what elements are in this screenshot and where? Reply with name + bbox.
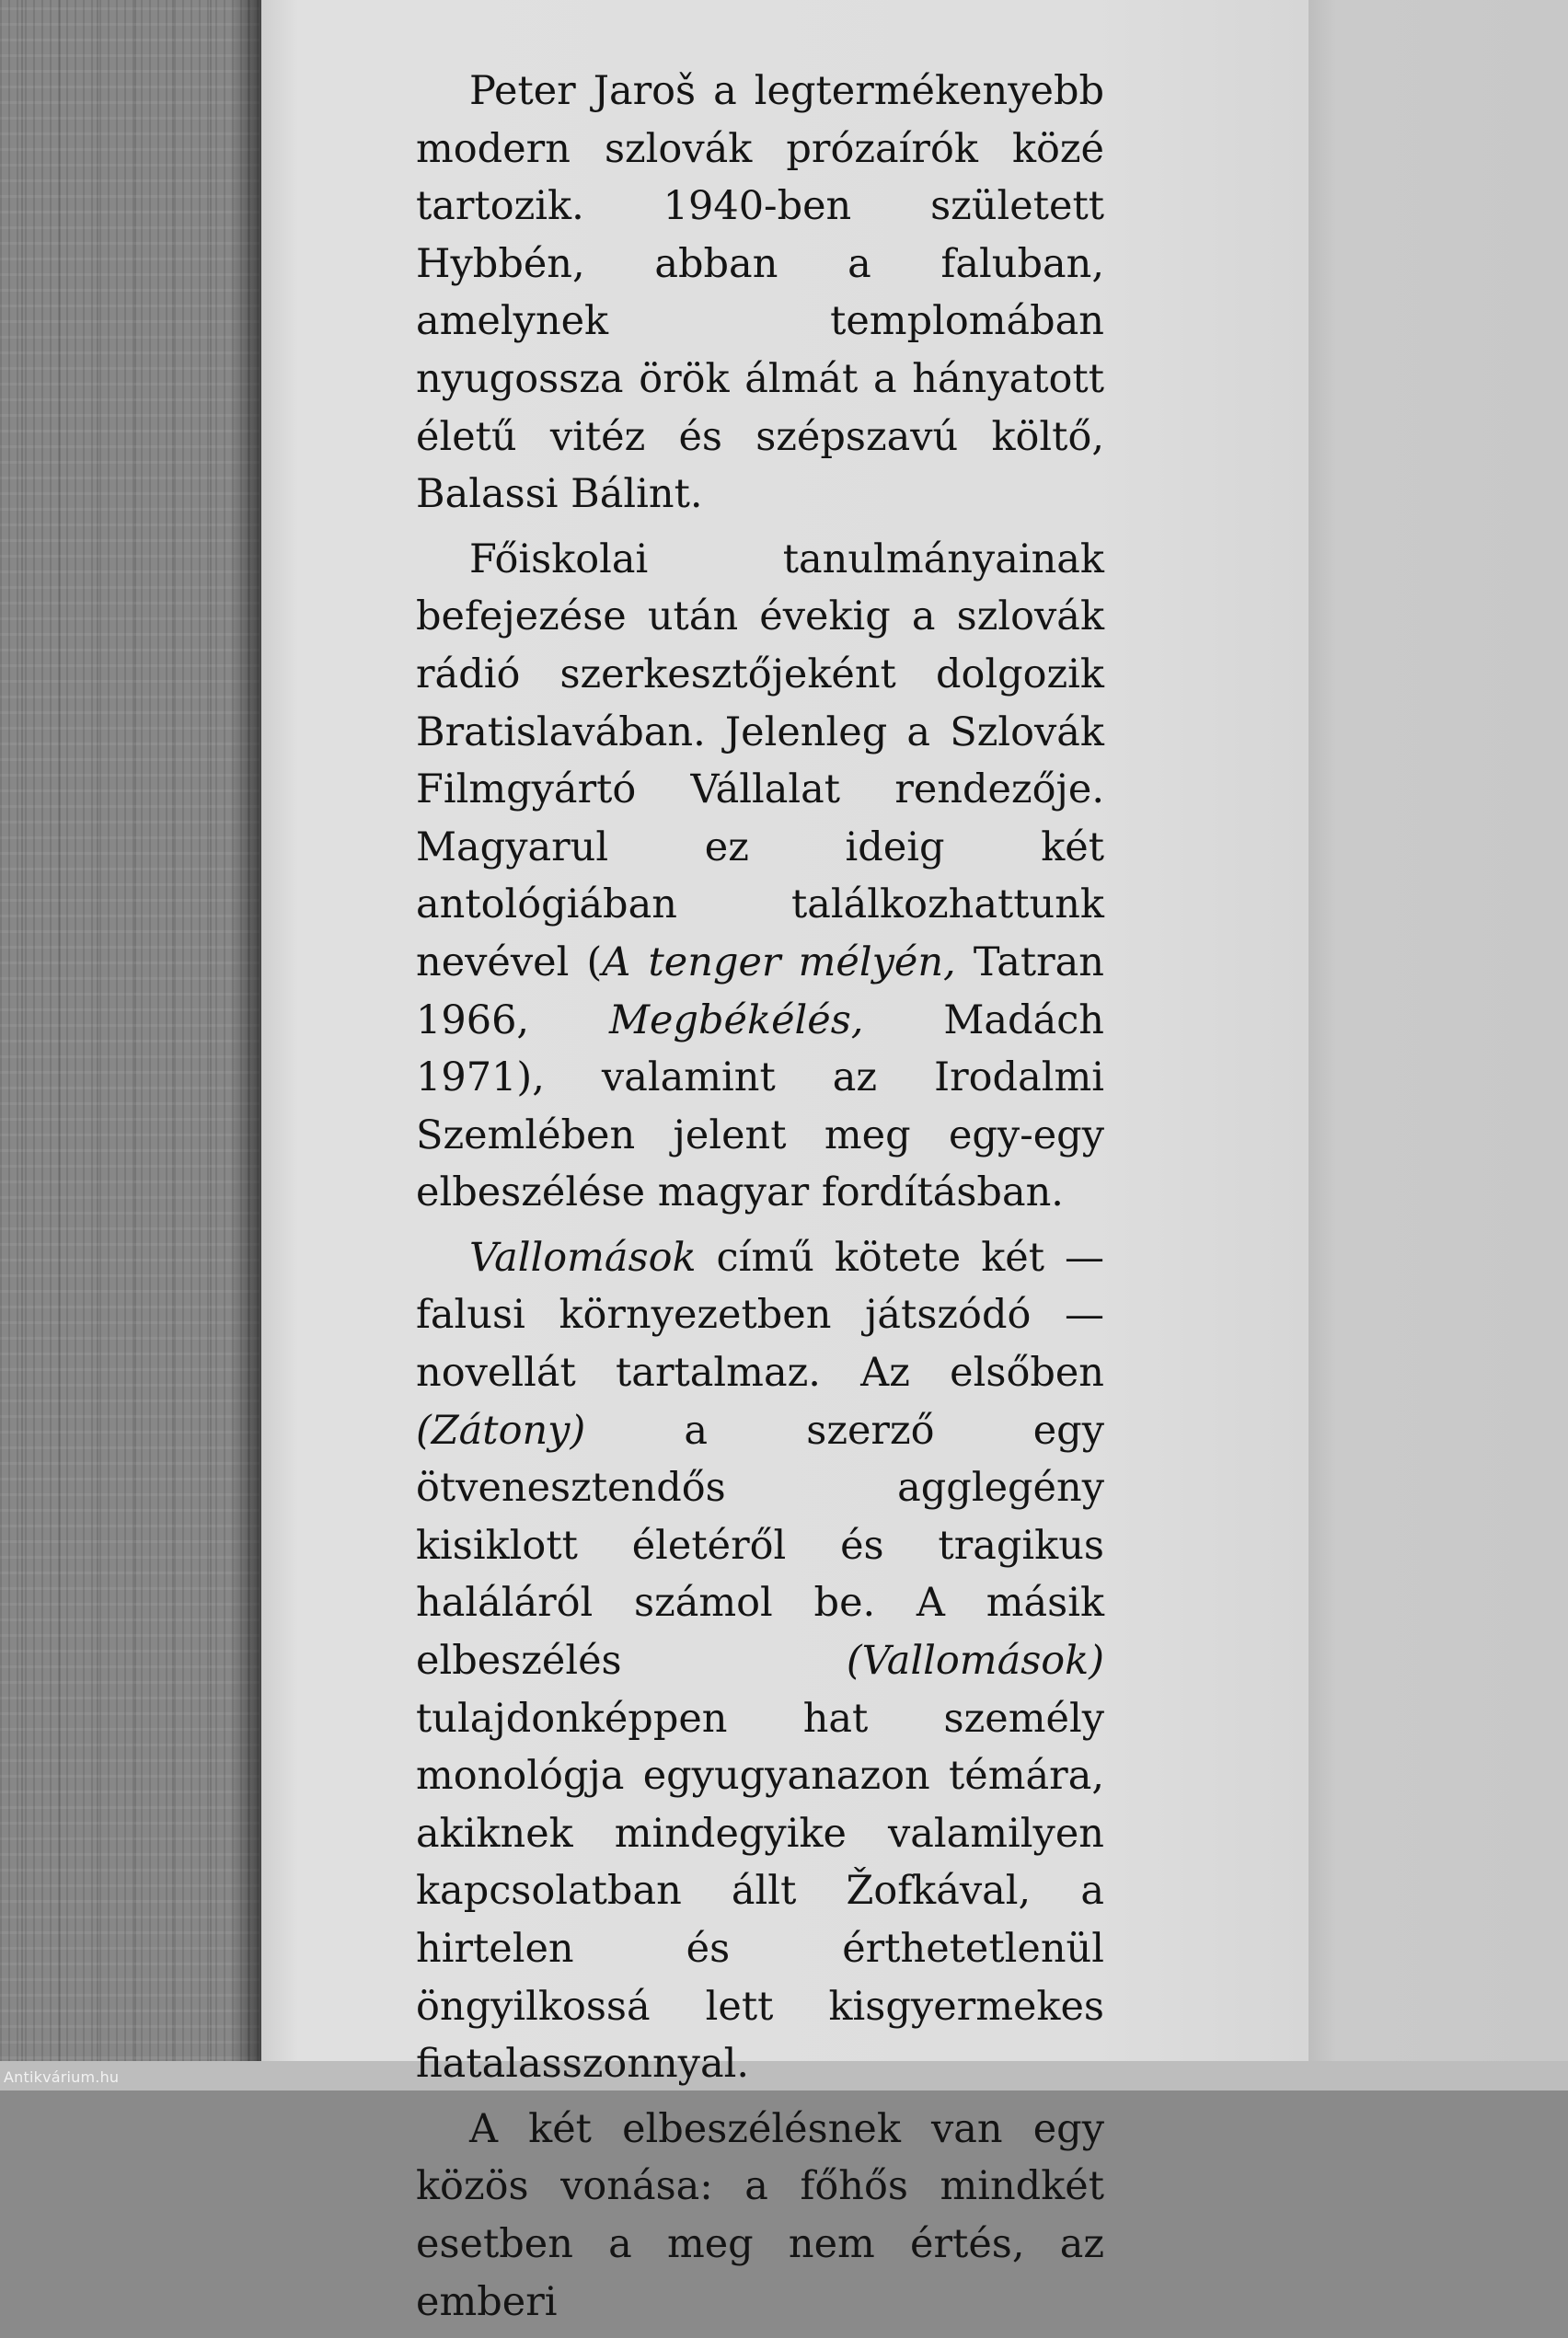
italic-title: (Zátony) — [416, 1407, 586, 1454]
italic-title: Vallomások — [469, 1234, 697, 1281]
italic-title: A tenger mélyén, — [602, 939, 956, 985]
cover-shadow — [230, 0, 263, 2090]
watermark: Antikvárium.hu — [4, 2068, 120, 2086]
text-run: tulajdonképpen hat személy monológja egyugyanazon témára, akiknek mindegyike valamilyen kapcsolatban állt Žofkával, a hirtelen és érthetetlenül öngyilkossá lett kisgyermekes fiatalasszonnyal. — [416, 1695, 1104, 2088]
text-run: A két elbeszélésnek van egy közös vonása: a főhős mindkét esetben a meg nem értés, az emberi — [416, 2105, 1104, 2325]
italic-title: (Vallomások) — [846, 1638, 1104, 1685]
paragraph — [416, 2101, 1104, 2331]
page-text — [416, 63, 1104, 2338]
text-run: című kötete két — falusi környezetben játszódó — novellát tartalmaz. Az elsőben — [416, 1234, 1104, 1397]
book-cover-edge — [0, 0, 259, 2090]
text-run: Madách 1971), valamint az Irodalmi Szemlében jelent meg egy-egy elbeszélése magyar fordításban. — [416, 996, 1104, 1216]
italic-title: Megbékélés, — [609, 996, 864, 1043]
background-board — [1309, 0, 1568, 2090]
paragraph — [416, 63, 1104, 524]
paragraph — [416, 1229, 1104, 2093]
paragraph — [416, 531, 1104, 1222]
text-run: Tatran 1966, — [416, 939, 1104, 1043]
text-run: Peter Jaroš a legtermékenyebb modern szlovák prózaírók közé tartozik. 1940-ben született Hybbén, abban a faluban, amelynek templomában nyugossza örök álmát a hányatott életű vitéz és szépszavú költő, Balassi Bálint. — [416, 68, 1104, 518]
text-run: a szerző egy ötvenesztendős agglegény kisiklott életéről és tragikus haláláról számol be. A másik elbeszélés — [416, 1407, 1104, 1685]
text-run: Főiskolai tanulmányainak befejezése után évekig a szlovák rádió szerkesztőjeként dolgozik Bratislavában. Jelenleg a Szlovák Filmgyártó Vállalat rendezője. Magyarul ez ideig két antológiában találkozhattunk nevével ( — [416, 536, 1104, 985]
